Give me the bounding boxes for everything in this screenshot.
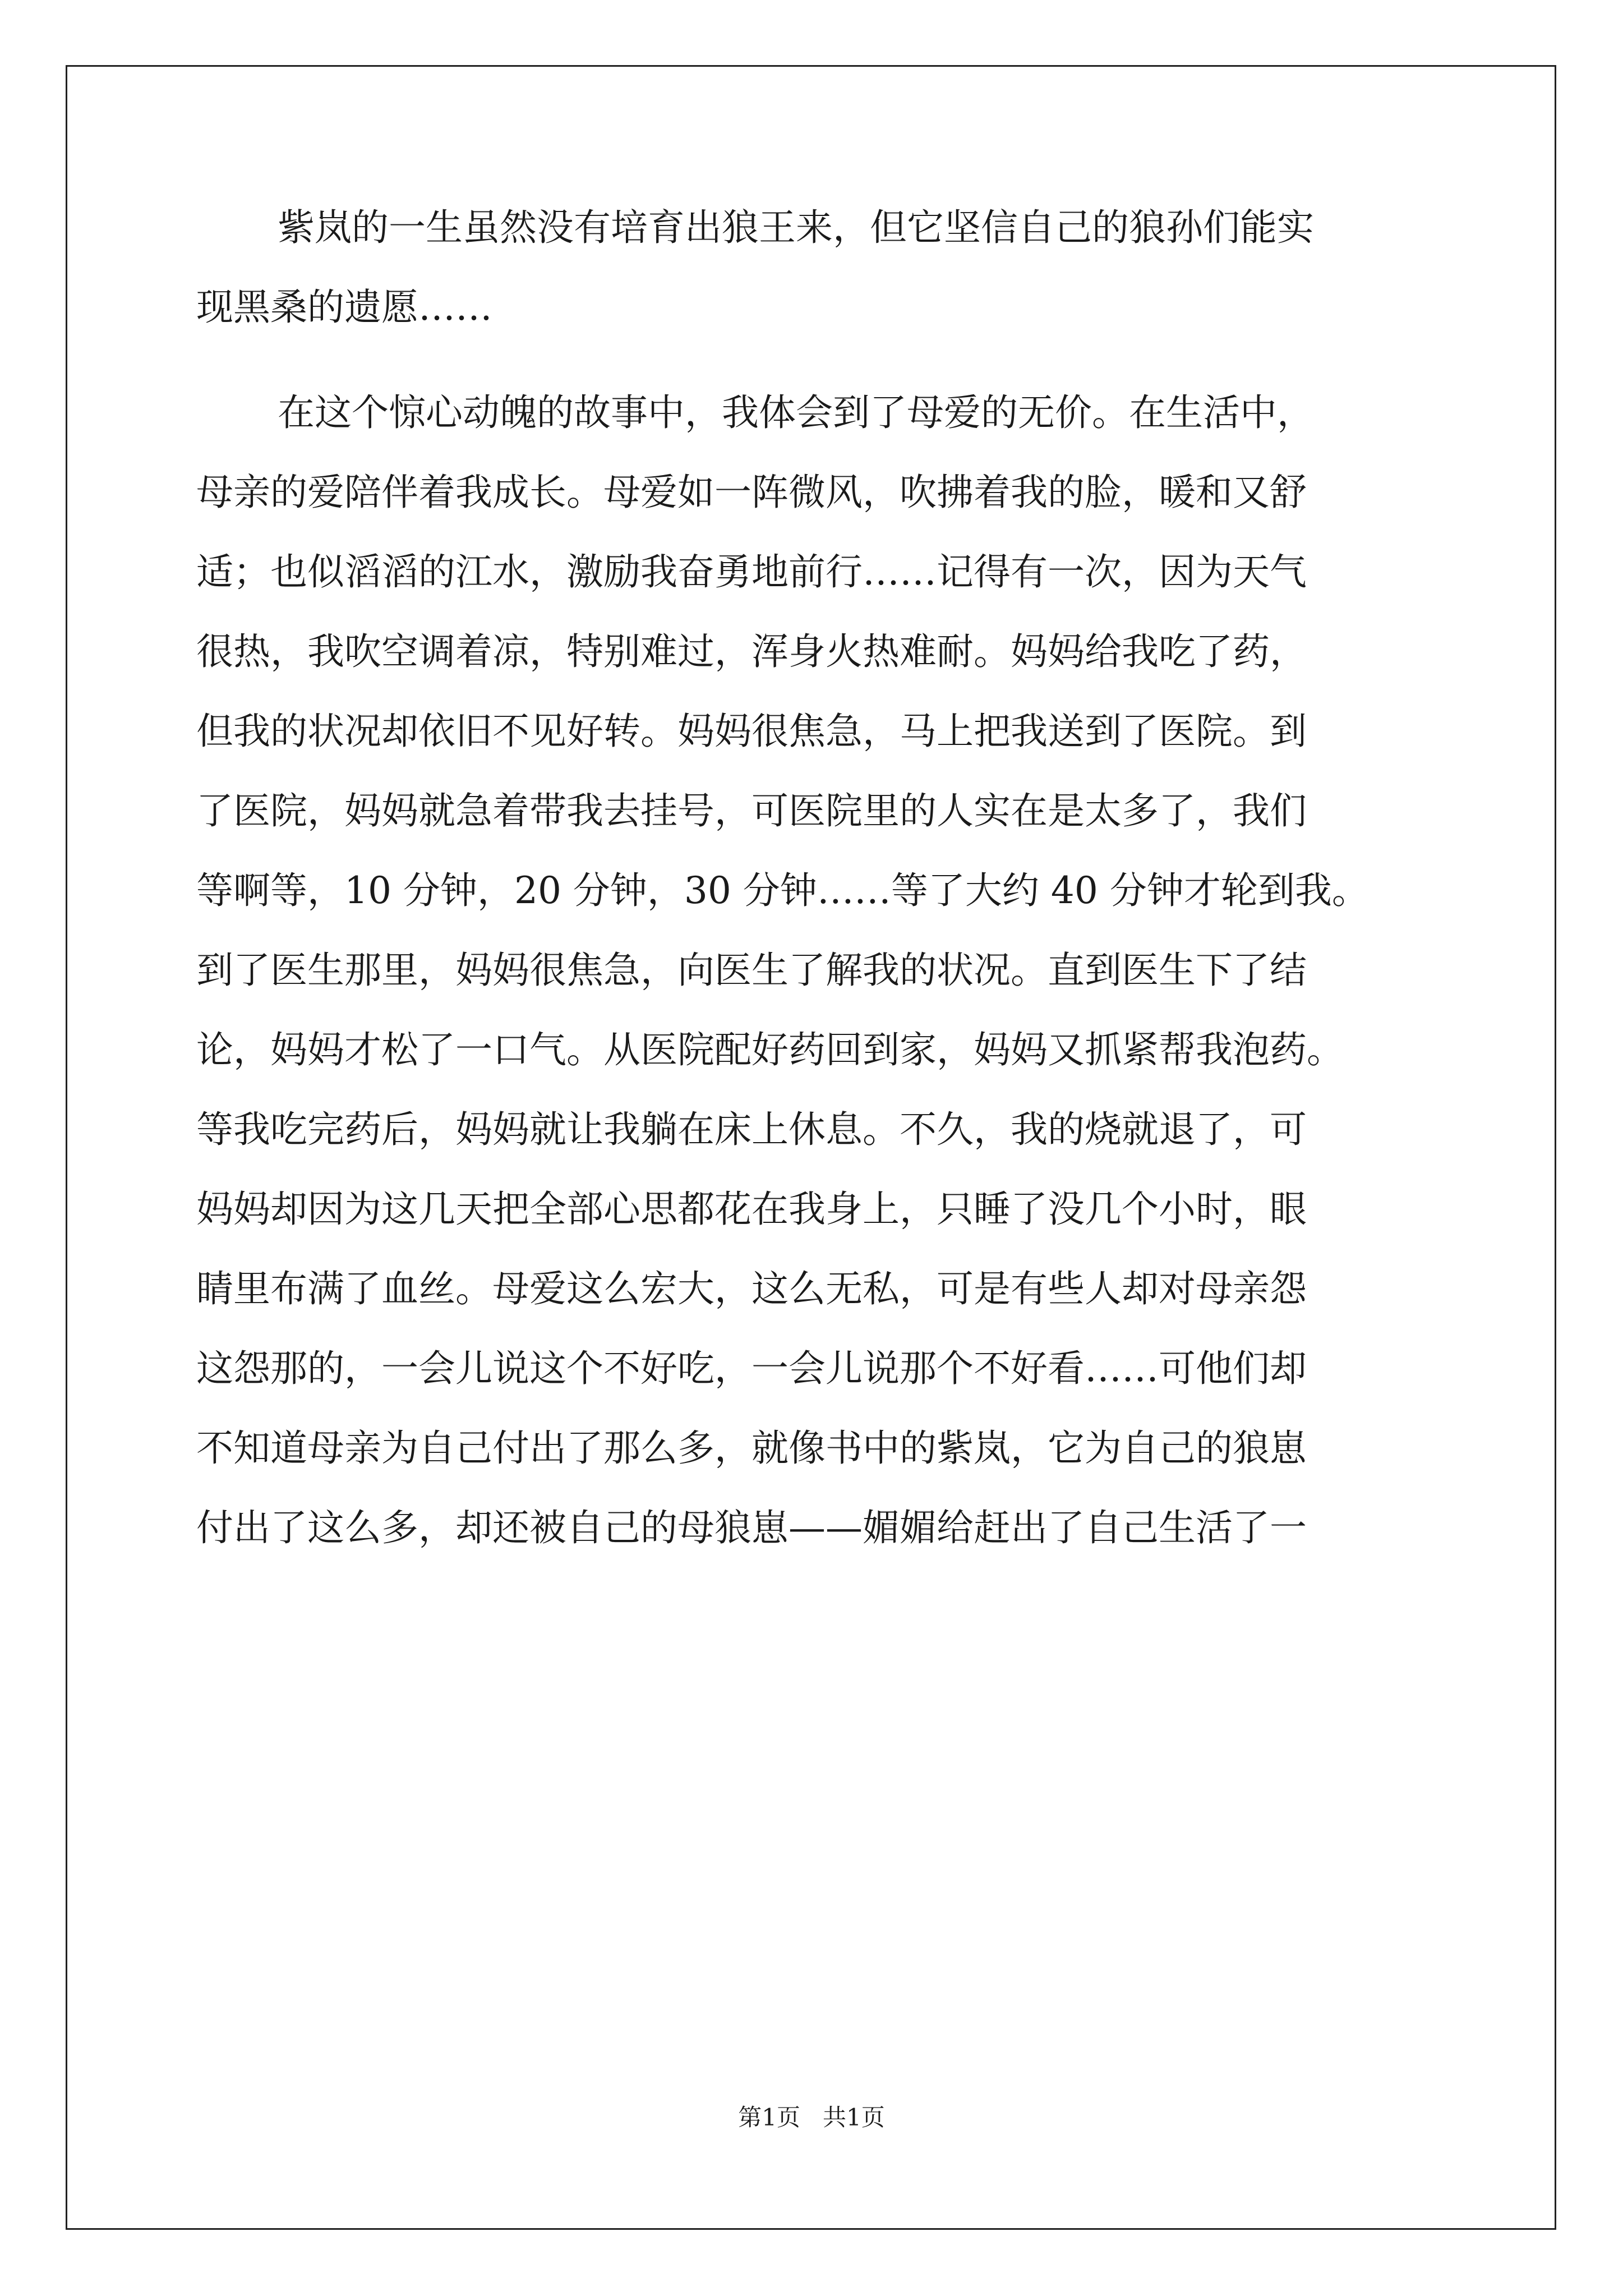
paragraph-2-line-6: 了医院，妈妈就急着带我去挂号，可医院里的人实在是太多了，我们 [196,789,1307,832]
paragraph-2-line-4: 很热，我吹空调着凉，特别难过，浑身火热难耐。妈妈给我吃了药， [196,630,1307,673]
paragraph-2-line-8: 到了医生那里，妈妈很焦急，向医生了解我的状况。直到医生下了结 [196,949,1307,992]
paragraph-2-line-11: 妈妈却因为这几天把全部心思都花在我身上，只睡了没几个小时，眼 [196,1188,1307,1231]
paragraph-1-line-2: 现黑桑的遗愿…… [196,286,492,329]
paragraph-2-line-12: 睛里布满了血丝。母爱这么宏大，这么无私，可是有些人却对母亲怨 [196,1267,1307,1310]
paragraph-2-line-3: 适；也似滔滔的江水，激励我奋勇地前行……记得有一次，因为天气 [196,550,1307,593]
paragraph-2-line-2: 母亲的爱陪伴着我成长。母爱如一阵微风，吹拂着我的脸，暖和又舒 [196,471,1307,514]
paragraph-2-line-14: 不知道母亲为自己付出了那么多，就像书中的紫岚，它为自己的狼崽 [196,1427,1307,1470]
paragraph-2-line-5: 但我的状况却依旧不见好转。妈妈很焦急，马上把我送到了医院。到 [196,710,1307,753]
paragraph-1-line-1: 紫岚的一生虽然没有培育出狼王来，但它坚信自己的狼孙们能实 [278,206,1314,249]
paragraph-2-line-1: 在这个惊心动魄的故事中，我体会到了母爱的无价。在生活中， [278,391,1314,434]
paragraph-2-line-9: 论，妈妈才松了一口气。从医院配好药回到家，妈妈又抓紧帮我泡药。 [196,1028,1344,1071]
paragraph-2-line-13: 这怨那的，一会儿说这个不好吃，一会儿说那个不好看……可他们却 [196,1347,1307,1390]
paragraph-2-line-15: 付出了这么多，却还被自己的母狼崽——媚媚给赶出了自己生活了一 [196,1506,1307,1549]
paragraph-2-line-7: 等啊等，10 分钟，20 分钟，30 分钟……等了大约 40 分钟才轮到我。 [196,869,1369,912]
paragraph-2-line-10: 等我吃完药后，妈妈就让我躺在床上休息。不久，我的烧就退了，可 [196,1108,1307,1151]
page-number-footer: 第1页 共1页 [738,2104,885,2131]
